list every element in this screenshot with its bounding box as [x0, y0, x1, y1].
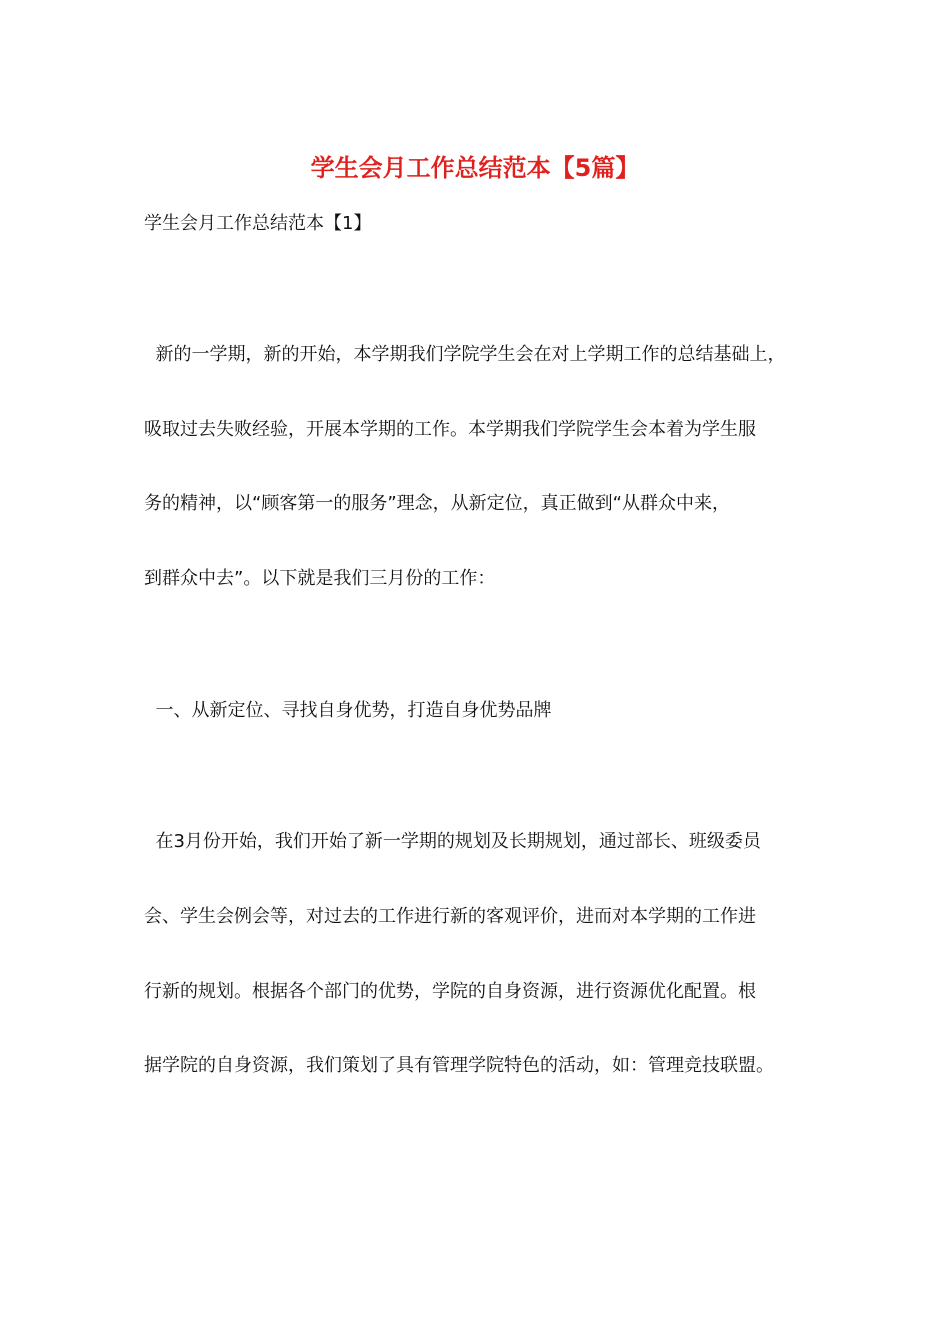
paragraph-1-line-1: 新的一学期，新的开始，本学期我们学院学生会在对上学期工作的总结基础上，	[144, 344, 786, 365]
paragraph-2-line-2: 会、学生会例会等，对过去的工作进行新的客观评价，进而对本学期的工作进	[144, 906, 756, 927]
section-heading-1: 一、从新定位、寻找自身优势，打造自身优势品牌	[144, 700, 552, 721]
document-title: 学生会月工作总结范本【5篇】	[310, 154, 640, 182]
paragraph-1-line-3: 务的精神，以“顾客第一的服务”理念，从新定位，真正做到“从群众中来，	[144, 493, 730, 514]
paragraph-2-line-4: 据学院的自身资源，我们策划了具有管理学院特色的活动，如：管理竞技联盟。	[144, 1055, 774, 1076]
document-subtitle: 学生会月工作总结范本【1】	[144, 213, 372, 234]
paragraph-1-line-2: 吸取过去失败经验，开展本学期的工作。本学期我们学院学生会本着为学生服	[144, 419, 756, 440]
paragraph-2-line-1: 在3月份开始，我们开始了新一学期的规划及长期规划，通过部长、班级委员	[144, 831, 761, 852]
paragraph-2-line-3: 行新的规划。根据各个部门的优势，学院的自身资源，进行资源优化配置。根	[144, 981, 756, 1002]
paragraph-1-line-4: 到群众中去”。以下就是我们三月份的工作：	[144, 568, 496, 589]
